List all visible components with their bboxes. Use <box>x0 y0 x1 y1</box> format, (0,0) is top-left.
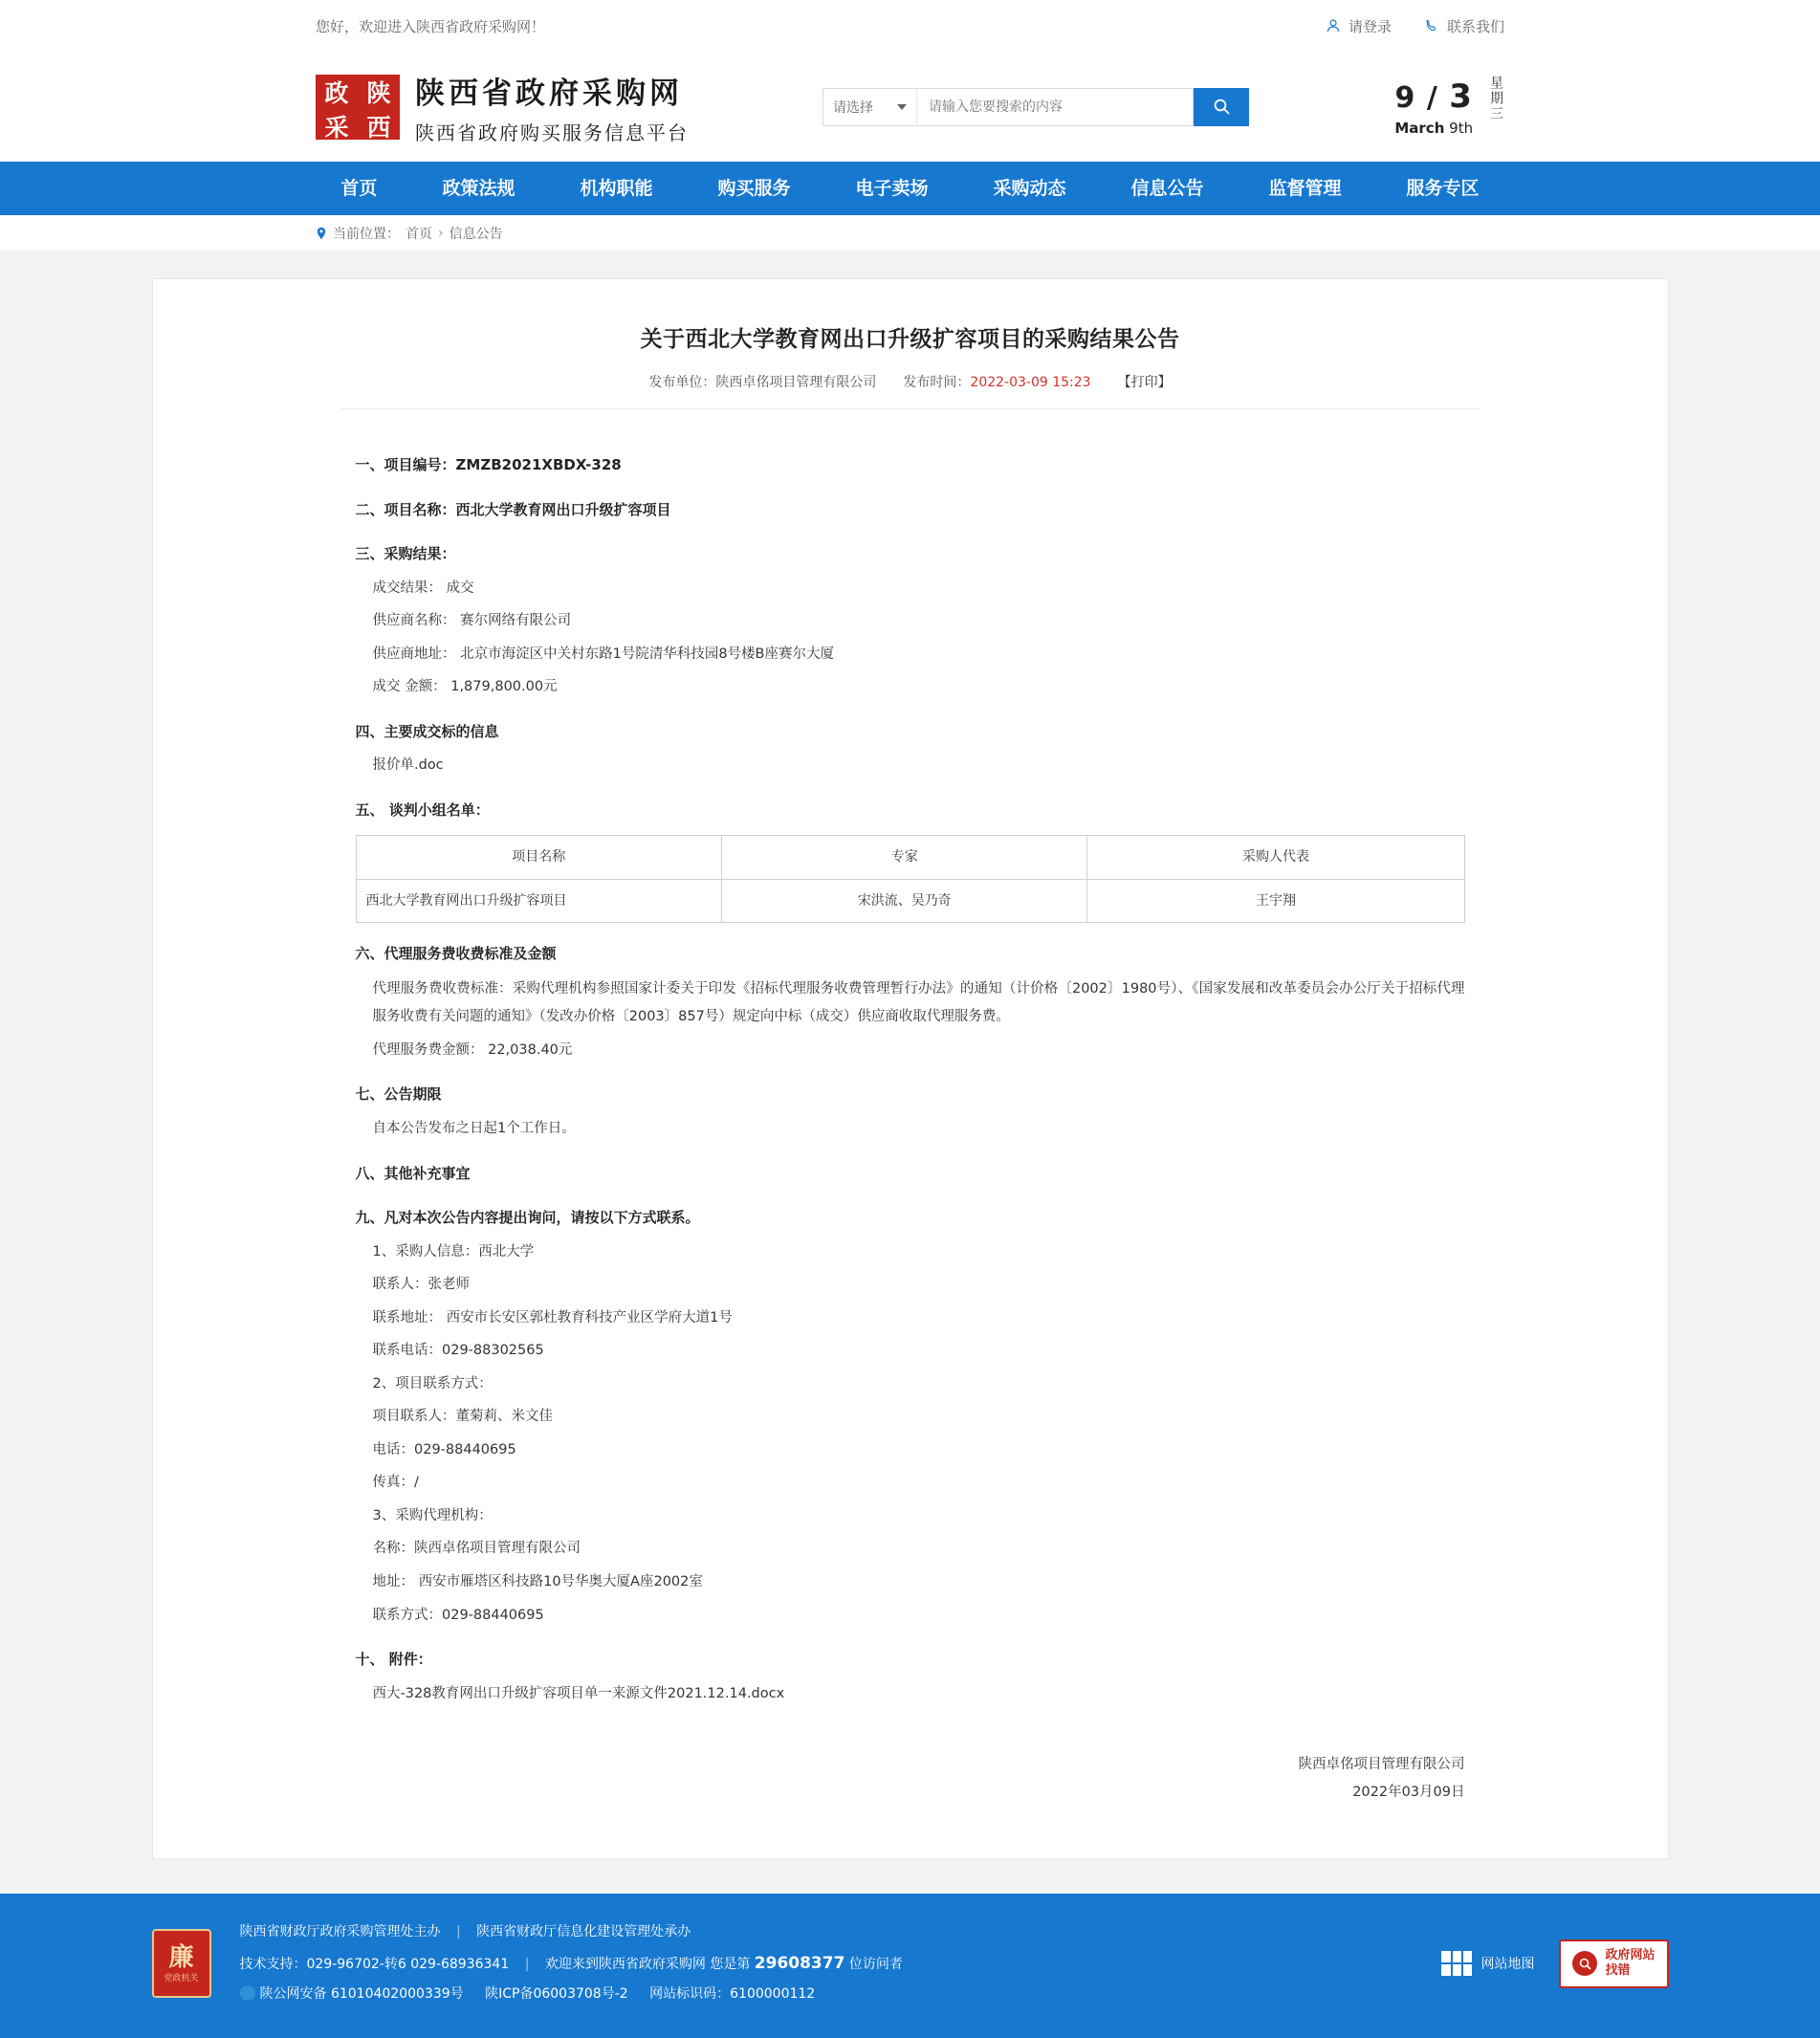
site-map-link[interactable] <box>1440 1950 1534 1977</box>
gov-badge-line2: 找错 <box>1605 1963 1631 1979</box>
section-9-heading: 九、凡对本次公告内容提出询问，请按以下方式联系。 <box>355 1209 700 1227</box>
result-line-status: 成交结果： 成交 <box>372 580 474 596</box>
date-day-en: 9th <box>1449 119 1474 137</box>
date-numbers <box>1394 77 1473 137</box>
section-8-heading: 八、其他补充事宜 <box>355 1164 471 1182</box>
logo-char-2: 陕 <box>366 78 391 107</box>
date-widget <box>1394 76 1504 139</box>
contact-line-project-heading: 2、项目联系方式： <box>372 1375 493 1392</box>
location-pin-icon <box>316 227 327 240</box>
login-link[interactable] <box>1326 16 1392 36</box>
breadcrumb-item-announcements[interactable]: 信息公告 <box>449 226 503 242</box>
publish-time-group <box>903 372 1090 391</box>
result-line-supplier-name: 供应商名称： 赛尔网络有限公司 <box>372 613 572 629</box>
nav-item-functions[interactable]: 机构职能 <box>580 178 653 199</box>
welcome-text: 您好，欢迎进入陕西省政府采购网！ <box>316 17 546 35</box>
contact-line-agency-heading: 3、采购代理机构： <box>372 1507 493 1523</box>
main-nav-list <box>308 162 1511 215</box>
page-title: 关于西北大学教育网出口升级扩容项目的采购结果公告 <box>640 327 1180 352</box>
project-name-value: 西北大学教育网出口升级扩容项目 <box>455 500 671 518</box>
contact-label: 联系我们 <box>1446 17 1504 35</box>
contact-line-purchaser: 1、采购人信息：西北大学 <box>372 1243 535 1260</box>
nav-item-service-zone[interactable]: 服务专区 <box>1406 178 1480 199</box>
negotiation-team-table <box>356 835 1465 923</box>
footer-icp-record[interactable]: 陕ICP备06003708号-2 <box>485 1986 628 2003</box>
utility-bar-right <box>1326 16 1504 36</box>
publisher-group <box>648 372 876 391</box>
logo-text <box>415 69 689 145</box>
footer-row-support <box>240 1947 903 1982</box>
site-map-label: 网站地图 <box>1480 1957 1535 1973</box>
footer-text <box>240 1918 903 2008</box>
login-label: 请登录 <box>1348 17 1392 35</box>
bid-item-file: 报价单.doc <box>372 757 444 774</box>
footer-tech-support: 技术支持：029-96702-转6 029-68936341 <box>239 1956 510 1972</box>
publish-time-label: 发布时间： <box>903 375 971 390</box>
table-header-project: 项目名称 <box>356 836 721 880</box>
search-category-label: 请选择 <box>833 99 873 116</box>
phone-icon <box>1424 18 1439 33</box>
document-meta <box>341 372 1480 409</box>
project-number-value: ZMZB2021XBDX-328 <box>455 456 622 473</box>
contact-line-address: 联系地址： 西安市长安区郭杜教育科技产业区学府大道1号 <box>372 1309 733 1326</box>
logo-char-4: 西 <box>366 113 391 142</box>
table-row <box>356 879 1464 923</box>
logo-char-1: 政 <box>324 78 349 107</box>
search-box <box>822 88 1249 126</box>
section-7-heading: 七、公告期限 <box>355 1085 442 1104</box>
announcement-paper <box>152 278 1669 1859</box>
publisher-value: 陕西卓佲项目管理有限公司 <box>715 375 877 390</box>
section-2-heading <box>356 496 1465 524</box>
footer-row-icp <box>240 1981 903 2008</box>
nav-item-emarket[interactable]: 电子卖场 <box>855 178 929 199</box>
search-icon <box>1213 98 1231 116</box>
footer-visitor-count: 29608377 <box>754 1953 845 1973</box>
nav-item-policy[interactable]: 政策法规 <box>442 178 515 199</box>
date-slash: / <box>1426 80 1438 115</box>
site-name: 陕西省政府采购网 <box>415 76 683 111</box>
user-icon <box>1326 18 1341 33</box>
search-button[interactable] <box>1194 88 1249 126</box>
contact-line-phone: 联系电话：029-88302565 <box>372 1343 544 1359</box>
footer-badges <box>1440 1939 1668 1988</box>
nav-item-news[interactable]: 采购动态 <box>993 178 1066 199</box>
chevron-down-icon <box>897 104 907 110</box>
breadcrumb-prefix: 当前位置： <box>333 226 400 242</box>
gov-badge-text <box>1605 1948 1655 1980</box>
cell-experts: 宋洪流、吴乃奇 <box>721 879 1086 923</box>
search-input[interactable] <box>916 88 1194 126</box>
date-month-en: March <box>1394 119 1445 137</box>
site-footer <box>0 1894 1820 2037</box>
footer-row-organizers <box>240 1918 903 1946</box>
site-subtitle: 陕西省政府购买服务信息平台 <box>415 121 689 144</box>
emblem-glyph: 廉 <box>168 1943 194 1973</box>
main-nav <box>0 162 1820 215</box>
publish-time-value: 2022-03-09 15:23 <box>970 375 1091 390</box>
footer-visitor-prefix: 欢迎来到陕西省政府采购网 您是第 <box>544 1956 751 1972</box>
contact-link[interactable] <box>1424 16 1504 36</box>
date-weekday: 星期三 <box>1488 75 1503 121</box>
contact-line-project-phone: 电话：029-88440695 <box>372 1441 516 1457</box>
section-2-label: 二、项目名称： <box>355 500 456 518</box>
gov-website-report-badge[interactable] <box>1559 1939 1668 1988</box>
table-header-experts: 专家 <box>721 836 1086 880</box>
table-header-purchaser-rep: 采购人代表 <box>1087 836 1464 880</box>
contact-line-person: 联系人：张老师 <box>372 1277 470 1293</box>
footer-police-record[interactable]: 陕公网安备 61010402000339号 <box>259 1986 464 2003</box>
breadcrumb-separator: › <box>438 225 444 241</box>
nav-item-announcements[interactable]: 信息公告 <box>1130 178 1204 199</box>
site-header <box>0 52 1820 162</box>
nav-item-home[interactable]: 首页 <box>340 178 378 199</box>
footer-organizer-sub: 陕西省财政厅信息化建设管理处承办 <box>476 1924 691 1940</box>
integrity-emblem-icon <box>152 1929 211 1998</box>
search-category-select[interactable] <box>822 88 916 126</box>
agency-fee-standard: 代理服务费收费标准：采购代理机构参照国家计委关于印发《招标代理服务收费管理暂行办法》的通知（计价格〔2002〕1980号）、《国家发展和改革委员会办公厅关于招标代理服务收费有关问题的通知》（发改办价格〔2003〕857号）规定向中标（成交）供应商收取代理服务费。 <box>372 980 1465 1024</box>
footer-divider-2: | <box>524 1956 530 1972</box>
signature-date: 2022年03月09日 <box>1352 1785 1465 1801</box>
map-icon <box>1440 1950 1473 1977</box>
section-5-heading: 五、 谈判小组名单： <box>355 800 490 819</box>
section-1-label: 一、项目编号： <box>355 456 456 473</box>
logo-char-3: 采 <box>324 113 349 142</box>
section-6-heading: 六、代理服务费收费标准及金额 <box>355 945 557 963</box>
utility-bar <box>0 0 1820 52</box>
footer-divider-1: | <box>455 1924 461 1940</box>
contact-line-agency-name: 名称：陕西卓佲项目管理有限公司 <box>372 1541 581 1557</box>
table-header-row <box>356 836 1464 880</box>
nav-item-supervision[interactable]: 监督管理 <box>1268 178 1342 199</box>
result-line-supplier-address: 供应商地址： 北京市海淀区中关村东路1号院清华科技园8号楼B座赛尔大厦 <box>372 646 835 662</box>
print-button[interactable]: 【打印】 <box>1117 375 1172 390</box>
agency-fee-amount: 代理服务费金额： 22,038.40元 <box>372 1041 573 1058</box>
gov-badge-line1: 政府网站 <box>1605 1948 1656 1963</box>
contact-line-agency-address: 地址： 西安市雁塔区科技路10号华奥大厦A座2002室 <box>372 1573 703 1589</box>
document-body <box>356 409 1465 1707</box>
police-badge-icon <box>240 1985 255 2001</box>
logo-mark-icon <box>316 75 400 140</box>
breadcrumb <box>0 215 1820 252</box>
section-3-heading: 三、采购结果： <box>355 545 456 562</box>
contact-line-fax: 传真：/ <box>372 1475 419 1491</box>
publisher-label: 发布单位： <box>648 375 716 390</box>
signature-company: 陕西卓佲项目管理有限公司 <box>1298 1757 1465 1773</box>
announcement-period-text: 自本公告发布之日起1个工作日。 <box>372 1120 576 1136</box>
contact-line-agency-phone: 联系方式：029-88440695 <box>372 1607 544 1623</box>
section-10-heading: 十、 附件： <box>355 1651 432 1669</box>
date-day-left: 9 <box>1394 80 1416 115</box>
footer-site-code: 网站标识码：6100000112 <box>649 1986 816 2003</box>
cell-project-name: 西北大学教育网出口升级扩容项目 <box>356 879 721 923</box>
result-line-amount: 成交 金额： 1,879,800.00元 <box>372 679 558 695</box>
page-background <box>0 252 1820 1894</box>
nav-item-purchase-service[interactable]: 购买服务 <box>717 178 791 199</box>
footer-visitor-suffix: 位访问者 <box>848 1956 903 1972</box>
document-signature <box>356 1751 1465 1807</box>
magnifier-icon <box>1572 1951 1597 1976</box>
cell-purchaser-rep: 王宇翔 <box>1087 879 1464 923</box>
date-month-num: 3 <box>1449 77 1473 116</box>
breadcrumb-item-home[interactable]: 首页 <box>406 226 432 242</box>
attachment-file-link[interactable]: 西大-328教育网出口升级扩容项目单一来源文件2021.12.14.docx <box>372 1685 785 1701</box>
section-4-heading: 四、主要成交标的信息 <box>355 722 499 740</box>
site-logo[interactable] <box>316 69 689 145</box>
section-1-heading <box>356 451 1465 479</box>
emblem-text: 党政机关 <box>164 1973 199 1983</box>
footer-organizer-main: 陕西省财政厅政府采购管理处主办 <box>239 1924 441 1940</box>
contact-line-project-person: 项目联系人：董菊莉、米文佳 <box>372 1409 553 1425</box>
